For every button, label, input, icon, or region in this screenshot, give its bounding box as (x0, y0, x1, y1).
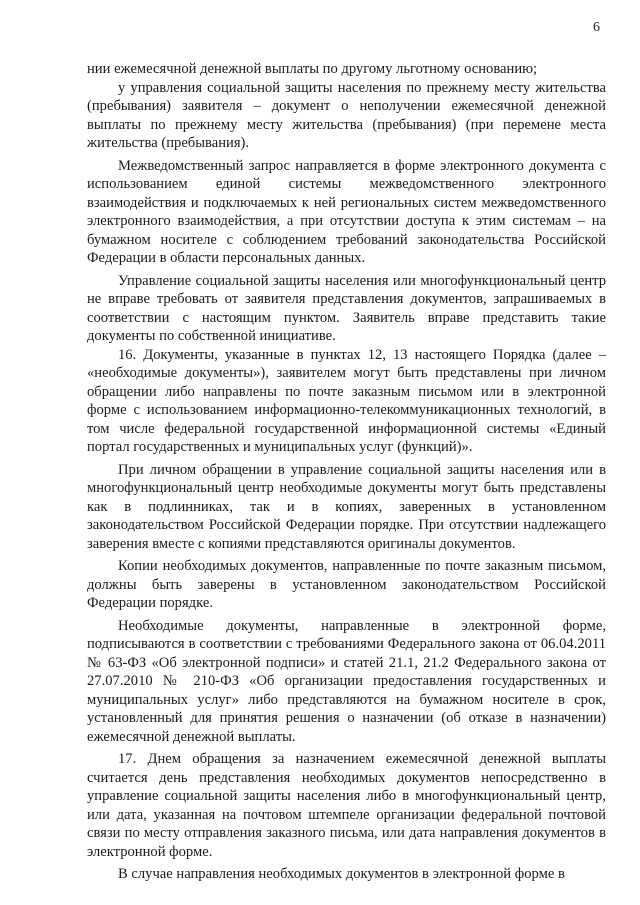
paragraph-personal-visit: При личном обращении в управление социальной защиты населения или в многофункциональный центр необходимые документы могут быть представлены как в подлинниках, так и в копиях, заверенных в установленном законодательством Российской Федерации порядке. При отсутствии надлежащего заверения вместе с копиями представляются оригиналы документов. (87, 461, 606, 552)
document-body (87, 60, 606, 884)
paragraph-electronic-signature: Необходимые документы, направленные в электронной форме, подписываются в соответствии с требованиями Федерального закона от 06.04.2011 № 63-ФЗ «Об электронной подписи» и статей 21.1, 21.2 Федерального закона от 27.07.2010 № 210-ФЗ «Об организации предоставления государственных и муниципальных услуг» либо представляются на бумажном носителе в срок, установленный для принятия решения о назначении (об отказе в назначении) ежемесячной денежной выплаты. (87, 617, 606, 745)
paragraph-previous-residence-document: у управления социальной защиты населения по прежнему месту жительства (пребывания) заявителя – документ о неполучении ежемесячной денежной выплаты по прежнему месту жительства (пребывания) (при перемене места жительства (пребывания). (87, 79, 606, 151)
paragraph-item-16: 16. Документы, указанные в пунктах 12, 13 настоящего Порядка (далее – «необходимые документы»), заявителем могут быть представлены при личном обращении либо направлены по почте заказным письмом или в электронной форме с использованием информационно-телекоммуникационных технологий, в том числе федеральной государственной информационной системы «Единый портал государственных и муниципальных услуг (функций)». (87, 346, 606, 455)
page-number: 6 (593, 20, 600, 35)
paragraph-item-17: 17. Днем обращения за назначением ежемесячной денежной выплаты считается день представления необходимых документов непосредственно в управление социальной защиты населения либо в многофункциональный центр, или дата, указанная на почтовом штемпеле организации федеральной почтовой связи по месту отправления заказного письма, или дата направления документов в электронной форме. (87, 751, 606, 860)
paragraph-continuation: нии ежемесячной денежной выплаты по другому льготному основанию; (87, 61, 538, 77)
paragraph-postal-copies: Копии необходимых документов, направленные по почте заказным письмом, должны быть заверены в установленном законодательством Российской Федерации порядке. (87, 558, 606, 611)
paragraph-no-requirement: Управление социальной защиты населения или многофункциональный центр не вправе требовать от заявителя представления документов, запрашиваемых в соответствии с настоящим пунктом. Заявитель вправе представить такие документы по собственной инициативе. (87, 272, 606, 344)
paragraph-interagency-request: Межведомственный запрос направляется в форме электронного документа с использованием единой системы межведомственного электронного взаимодействия и подключаемых к ней региональных систем межведомственного электронного взаимодействия, а при отсутствии доступа к этим системам – на бумажном носителе с соблюдением требований законодательства Российской Федерации в области персональных данных. (87, 157, 606, 266)
paragraph-electronic-case: В случае направления необходимых документов в электронной форме в (118, 866, 565, 882)
